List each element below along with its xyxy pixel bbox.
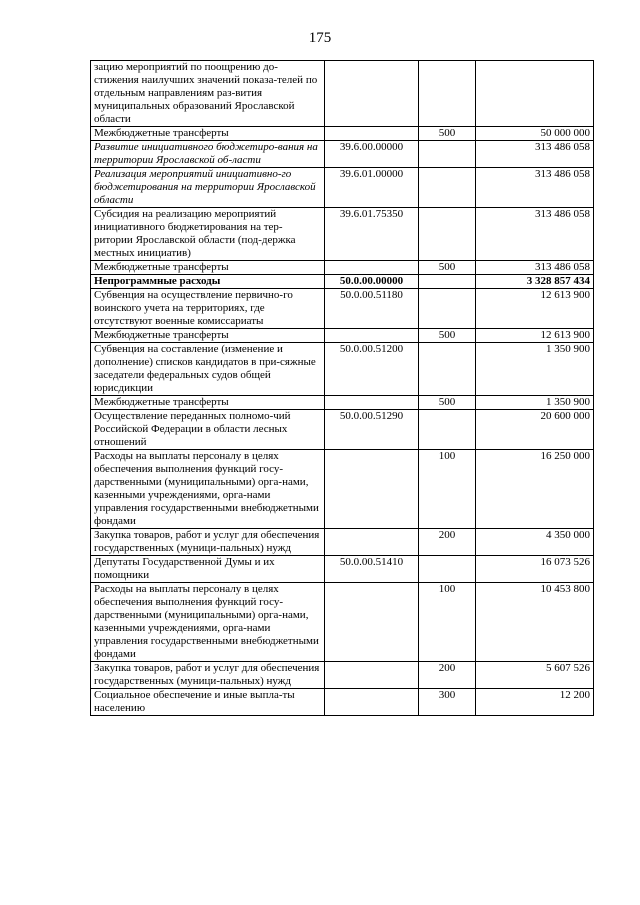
row-name: Субвенция на составление (изменение и дополнение) списков кандидатов в при-сяжные заседатели федеральных судов общей юрисдикции (91, 343, 325, 396)
table-row (91, 141, 594, 168)
table-row (91, 662, 594, 689)
budget-table-body (91, 61, 594, 716)
row-amount: 313 486 058 (476, 208, 594, 261)
table-row (91, 261, 594, 275)
row-amount: 50 000 000 (476, 127, 594, 141)
row-code (325, 396, 419, 410)
row-expense-type: 500 (419, 127, 476, 141)
table-row (91, 127, 594, 141)
row-code (325, 529, 419, 556)
row-expense-type: 100 (419, 583, 476, 662)
table-row (91, 396, 594, 410)
row-code: 50.0.00.51200 (325, 343, 419, 396)
table-row (91, 329, 594, 343)
row-name: зацию мероприятий по поощрению до-стижения наилучших значений показа-телей по отдельным направлениям раз-вития муниципальных образований Ярославской области (91, 61, 325, 127)
row-code: 39.6.01.00000 (325, 168, 419, 208)
table-row (91, 529, 594, 556)
row-code (325, 61, 419, 127)
page-number: 175 (308, 30, 332, 46)
row-code: 50.0.00.51180 (325, 289, 419, 329)
row-amount (476, 61, 594, 127)
row-amount: 1 350 900 (476, 396, 594, 410)
row-name: Межбюджетные трансферты (91, 261, 325, 275)
row-expense-type (419, 208, 476, 261)
table-row (91, 61, 594, 127)
row-expense-type: 500 (419, 261, 476, 275)
row-expense-type: 500 (419, 396, 476, 410)
row-amount: 12 613 900 (476, 289, 594, 329)
row-amount: 313 486 058 (476, 168, 594, 208)
row-name: Закупка товаров, работ и услуг для обеспечения государственных (муници-пальных) нужд (91, 662, 325, 689)
row-expense-type (419, 61, 476, 127)
row-code (325, 662, 419, 689)
row-name: Непрограммные расходы (91, 275, 325, 289)
row-expense-type (419, 275, 476, 289)
row-amount: 1 350 900 (476, 343, 594, 396)
row-amount: 313 486 058 (476, 261, 594, 275)
row-code: 50.0.00.00000 (325, 275, 419, 289)
table-row (91, 168, 594, 208)
row-expense-type (419, 289, 476, 329)
table-row (91, 583, 594, 662)
row-name: Депутаты Государственной Думы и их помощники (91, 556, 325, 583)
row-name: Закупка товаров, работ и услуг для обеспечения государственных (муници-пальных) нужд (91, 529, 325, 556)
row-code (325, 450, 419, 529)
row-amount: 313 486 058 (476, 141, 594, 168)
row-code (325, 329, 419, 343)
row-expense-type: 200 (419, 529, 476, 556)
row-expense-type (419, 410, 476, 450)
row-expense-type: 200 (419, 662, 476, 689)
row-amount: 20 600 000 (476, 410, 594, 450)
table-row (91, 343, 594, 396)
row-code (325, 261, 419, 275)
row-code: 50.0.00.51290 (325, 410, 419, 450)
row-code: 50.0.00.51410 (325, 556, 419, 583)
row-amount: 3 328 857 434 (476, 275, 594, 289)
row-amount: 16 250 000 (476, 450, 594, 529)
row-name: Расходы на выплаты персоналу в целях обеспечения выполнения функций госу-дарственными (муниципальными) орга-нами, казенными учреждениями, орга-нами управления государственными внебюджетными фондами (91, 583, 325, 662)
row-amount: 16 073 526 (476, 556, 594, 583)
row-name: Осуществление переданных полномо-чий Российской Федерации в области лесных отношений (91, 410, 325, 450)
row-amount: 12 200 (476, 689, 594, 716)
row-expense-type: 300 (419, 689, 476, 716)
row-code: 39.6.01.75350 (325, 208, 419, 261)
row-code (325, 583, 419, 662)
row-name: Субсидия на реализацию мероприятий инициативного бюджетирования на тер-ритории Ярославской области (под-держка местных инициатив) (91, 208, 325, 261)
table-row (91, 450, 594, 529)
row-name: Развитие инициативного бюджетиро-вания на территории Ярославской об-ласти (91, 141, 325, 168)
table-row (91, 410, 594, 450)
row-expense-type (419, 141, 476, 168)
row-code (325, 127, 419, 141)
budget-table (90, 60, 594, 716)
row-name: Расходы на выплаты персоналу в целях обеспечения выполнения функций госу-дарственными (муниципальными) орга-нами, казенными учреждениями, орга-нами управления государственными внебюджетными фондами (91, 450, 325, 529)
row-name: Межбюджетные трансферты (91, 127, 325, 141)
row-expense-type: 100 (419, 450, 476, 529)
row-expense-type (419, 343, 476, 396)
table-row (91, 689, 594, 716)
row-expense-type: 500 (419, 329, 476, 343)
row-expense-type (419, 556, 476, 583)
table-row (91, 275, 594, 289)
row-amount: 10 453 800 (476, 583, 594, 662)
row-expense-type (419, 168, 476, 208)
row-name: Межбюджетные трансферты (91, 396, 325, 410)
row-name: Реализация мероприятий инициативно-го бюджетирования на территории Ярославской области (91, 168, 325, 208)
row-name: Межбюджетные трансферты (91, 329, 325, 343)
table-row (91, 556, 594, 583)
row-code: 39.6.00.00000 (325, 141, 419, 168)
row-code (325, 689, 419, 716)
table-row (91, 289, 594, 329)
row-name: Субвенция на осуществление первично-го воинского учета на территориях, где отсутствуют военные комиссариаты (91, 289, 325, 329)
table-row (91, 208, 594, 261)
row-amount: 4 350 000 (476, 529, 594, 556)
row-amount: 12 613 900 (476, 329, 594, 343)
row-amount: 5 607 526 (476, 662, 594, 689)
row-name: Социальное обеспечение и иные выпла-ты населению (91, 689, 325, 716)
